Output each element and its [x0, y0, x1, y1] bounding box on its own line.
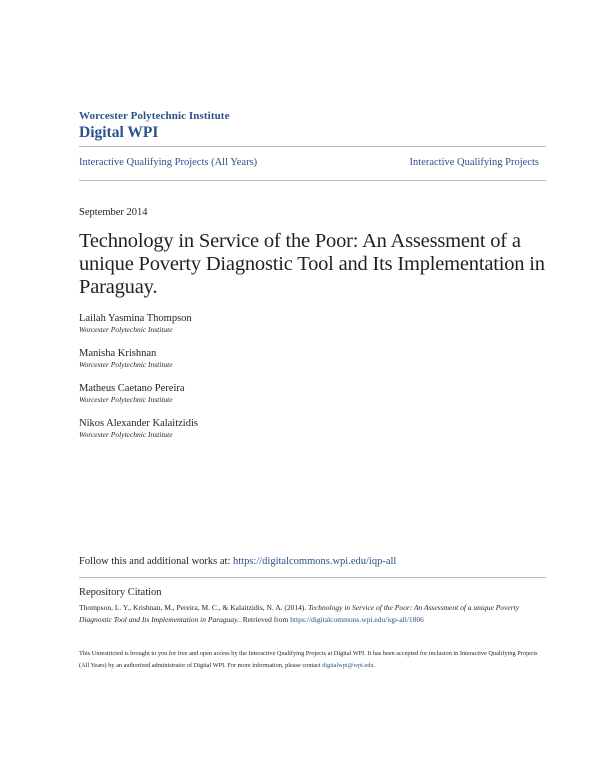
institution-header: [79, 109, 230, 142]
author-affiliation: Worcester Polytechnic Institute: [79, 430, 173, 439]
repository-name[interactable]: Digital WPI: [79, 124, 159, 141]
institution-name[interactable]: Worcester Polytechnic Institute: [79, 110, 230, 122]
document-title: Technology in Service of the Poor: An Assessment of a unique Poverty Diagnostic Tool and Its Implementation in Paraguay.: [79, 230, 545, 298]
notice-end: .: [373, 661, 376, 669]
author-name: Nikos Alexander Kalaitzidis: [79, 418, 198, 429]
citation-text: [79, 602, 549, 625]
contact-email-link[interactable]: digitalwpi@wpi.edu: [322, 661, 374, 669]
author-entry: [79, 347, 198, 370]
author-entry: [79, 312, 198, 335]
collection-url-link[interactable]: https://digitalcommons.wpi.edu/iqp-all: [233, 556, 397, 567]
follow-line: [79, 555, 396, 569]
divider-citation: [79, 577, 546, 578]
author-entry: [79, 382, 198, 405]
author-affiliation: Worcester Polytechnic Institute: [79, 360, 173, 369]
access-notice: [79, 648, 549, 671]
citation-title: Technology in Service of the Poor: An Assessment of a unique Poverty Diagnostic Tool and Its Implementation in Paraguay.: [79, 603, 520, 624]
collection-link-all-years[interactable]: Interactive Qualifying Projects (All Years): [79, 157, 258, 168]
publication-date: September 2014: [79, 207, 148, 218]
citation-retrieved: . Retrieved from: [238, 614, 291, 624]
divider-top: [79, 146, 546, 147]
collection-link-iqp[interactable]: Interactive Qualifying Projects: [409, 157, 539, 168]
follow-text: Follow this and additional works at:: [79, 556, 233, 567]
citation-heading: Repository Citation: [79, 587, 162, 598]
author-affiliation: Worcester Polytechnic Institute: [79, 395, 173, 404]
citation-authors: Thompson, L. Y., Krishnan, M., Pereira, M. C., & Kalaitzidis, N. A. (2014).: [79, 603, 309, 612]
author-name: Lailah Yasmina Thompson: [79, 313, 192, 324]
author-affiliation: Worcester Polytechnic Institute: [79, 325, 173, 334]
notice-text: This Unrestricted is brought to you for free and open access by the Interactive Qualifying Projects at Digital WPI. It has been accepted for inclusion in Interactive Qualifying Projects (All Years) by an authorized administrator of Digital WPI. For more information, please contact: [79, 650, 538, 669]
author-list: [79, 312, 198, 452]
citation-url-link[interactable]: https://digitalcommons.wpi.edu/iqp-all/1806: [290, 614, 424, 624]
author-name: Matheus Caetano Pereira: [79, 383, 185, 394]
divider-nav: [79, 180, 546, 181]
author-entry: [79, 417, 198, 440]
author-name: Manisha Krishnan: [79, 348, 157, 359]
